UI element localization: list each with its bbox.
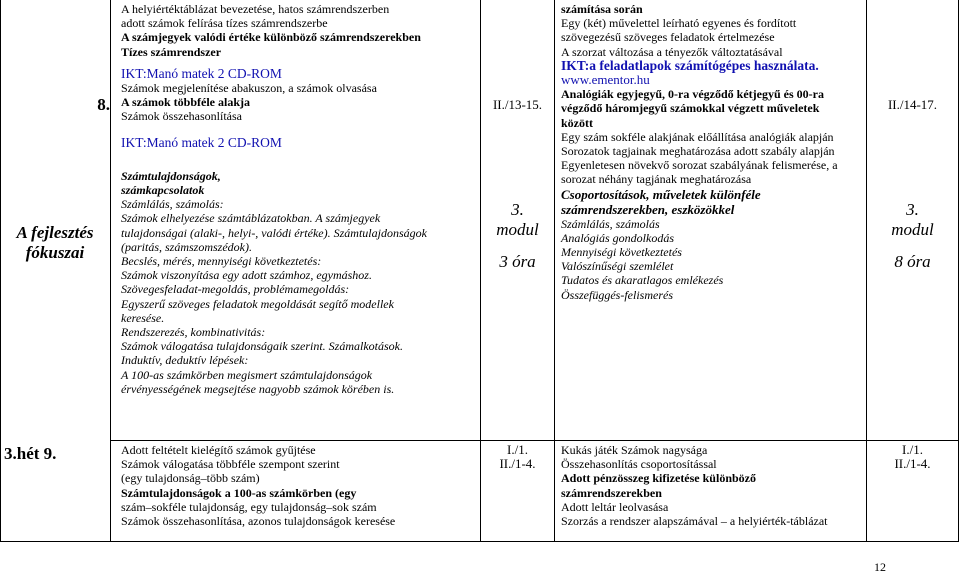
text-line: Összehasonlítás csoportosítással bbox=[561, 457, 717, 472]
text-line: Számok összehasonlítása bbox=[121, 109, 242, 124]
modul-label: modul bbox=[496, 220, 539, 239]
textbook-ref: I./1. bbox=[902, 442, 923, 457]
text-line: A számjegyek valódi értéke különböző számrendszerekben bbox=[121, 30, 421, 45]
text-line: Becslés, mérés, mennyiségi következtetés: bbox=[121, 254, 322, 269]
text-line: számítása során bbox=[561, 2, 643, 16]
section-heading: fókuszai bbox=[25, 243, 85, 262]
text-line: adott számok felírása tízes számrendszerbe bbox=[121, 16, 328, 31]
row-number: 8. bbox=[97, 95, 110, 114]
text-line: számrendszerekben bbox=[561, 485, 662, 500]
text-line: Szövegesfeladat-megoldás, problémamegoldás: bbox=[121, 282, 350, 297]
textbook-ref: II./14-17. bbox=[887, 97, 938, 112]
text-line: A 100-as számkörben megismert számtulajdonságok bbox=[121, 367, 373, 382]
hours-label: 8 óra bbox=[894, 252, 931, 271]
text-line: Számok válogatása tulajdonságaik szerint. Számalkotások. bbox=[121, 339, 403, 354]
text-line: A számok többféle alakja bbox=[121, 95, 250, 110]
text-line: Sorozatok tagjainak meghatározása adott szabály alapján bbox=[561, 144, 835, 159]
ikt-reference: IKT:Manó matek 2 CD-ROM bbox=[121, 134, 282, 150]
text-line: Adott leltár leolvasása bbox=[561, 499, 669, 514]
text-line: (egy tulajdonság–több szám) bbox=[121, 471, 260, 486]
content-cell bbox=[121, 443, 477, 528]
text-line: keresése. bbox=[121, 310, 165, 325]
column-divider bbox=[554, 0, 555, 542]
table-border-left bbox=[0, 0, 1, 542]
text-line: A helyiértéktáblázat bevezetése, hatos számrendszerben bbox=[121, 2, 390, 16]
text-line: számkapcsolatok bbox=[121, 183, 205, 198]
table-border-bottom bbox=[0, 541, 959, 542]
text-line: Számtulajdonságok a 100-as számkörben (egy bbox=[121, 485, 357, 500]
text-line: Tízes számrendszer bbox=[121, 44, 222, 59]
text-line: Egyszerű szöveges feladatok megoldását segítő modellek bbox=[121, 296, 394, 311]
web-link[interactable]: www.ementor.hu bbox=[561, 72, 650, 88]
text-line: Valószínűségi szemlélet bbox=[561, 259, 674, 274]
text-line: Összefüggés-felismerés bbox=[561, 287, 673, 302]
content-cell bbox=[121, 2, 477, 396]
text-line: Számok elhelyezése számtáblázatokban. A számjegyek bbox=[121, 211, 381, 226]
text-line: Számok válogatása többféle szempont szerint bbox=[121, 457, 340, 472]
text-line: Egy szám sokféle alakjának előállítása analógiák alapján bbox=[561, 129, 834, 144]
text-line: Analógiás gondolkodás bbox=[561, 230, 674, 245]
hours-label: 3 óra bbox=[499, 252, 536, 271]
ikt-reference: IKT:Manó matek 2 CD-ROM bbox=[121, 65, 282, 81]
row-divider bbox=[110, 440, 958, 441]
text-line: Számlálás, számolás: bbox=[121, 197, 224, 212]
text-line: végződő háromjegyű számokkal végzett műveletek bbox=[561, 101, 820, 116]
text-line: Számtulajdonságok, bbox=[121, 168, 221, 183]
modul-number: 3. bbox=[906, 200, 919, 219]
textbook-ref: II./1-4. bbox=[499, 456, 536, 472]
text-line: Szorzás a rendszer alapszámával – a helyiérték-táblázat bbox=[561, 514, 828, 529]
column-divider bbox=[110, 0, 111, 542]
text-line: tulajdonságai (alaki-, helyi-, valódi értéke). Számtulajdonságok bbox=[121, 225, 427, 240]
text-line: Egy (két) művelettel leírható egyenes és fordított bbox=[561, 16, 797, 31]
text-line: szám–sokféle tulajdonság, egy tulajdonság–sok szám bbox=[121, 499, 377, 514]
text-line: Kukás játék Számok nagysága bbox=[561, 443, 708, 457]
modul-label: modul bbox=[891, 220, 934, 239]
text-line: szövegezésű szöveges feladatok értelmezése bbox=[561, 30, 775, 45]
textbook-ref: I./1. bbox=[507, 442, 528, 457]
text-line: Számlálás, számolás bbox=[561, 216, 660, 231]
text-line: (paritás, számszomszédok). bbox=[121, 239, 253, 254]
content-cell bbox=[561, 2, 865, 302]
text-line: Tudatos és akaratlagos emlékezés bbox=[561, 273, 724, 288]
textbook-ref: II./1-4. bbox=[894, 456, 931, 472]
text-line: érvényességének megsejtése nagyobb számok körében is. bbox=[121, 381, 395, 396]
text-line: számrendszerekben, eszközökkel bbox=[561, 201, 735, 217]
text-line: Egyenletesen növekvő sorozat szabályának felismerése, a bbox=[561, 158, 838, 173]
text-line: Mennyiségi következtetés bbox=[561, 245, 682, 260]
text-line: Számok megjelenítése abakuszon, a számok olvasása bbox=[121, 81, 377, 96]
text-line: sorozat néhány tagjának meghatározása bbox=[561, 172, 752, 187]
text-line: A szorzat változása a tényezők változtatásával bbox=[561, 44, 783, 59]
modul-number: 3. bbox=[511, 200, 524, 219]
textbook-ref: II./13-15. bbox=[492, 97, 543, 112]
section-heading: A fejlesztés bbox=[16, 223, 94, 242]
text-line: Számok viszonyítása egy adott számhoz, egymáshoz. bbox=[121, 268, 372, 283]
week-label: 3.hét 9. bbox=[4, 444, 57, 463]
ikt-reference: IKT:a feladatlapok számítógépes használata. bbox=[561, 57, 819, 73]
text-line: Csoportosítások, műveletek különféle bbox=[561, 186, 761, 202]
text-line: között bbox=[561, 115, 593, 130]
text-line: Adott feltételt kielégítő számok gyűjtése bbox=[121, 443, 316, 457]
text-line: Induktív, deduktív lépések: bbox=[121, 353, 249, 368]
text-line: Rendszerezés, kombinativitás: bbox=[121, 325, 266, 340]
page-number: 12 bbox=[874, 560, 886, 574]
text-line: Számok összehasonlítása, azonos tulajdonságok keresése bbox=[121, 514, 396, 529]
text-line: Adott pénzösszeg kifizetése különböző bbox=[561, 471, 756, 486]
text-line: Analógiák egyjegyű, 0-ra végződő kétjegyű és 00-ra bbox=[561, 87, 824, 102]
content-cell bbox=[561, 443, 865, 528]
